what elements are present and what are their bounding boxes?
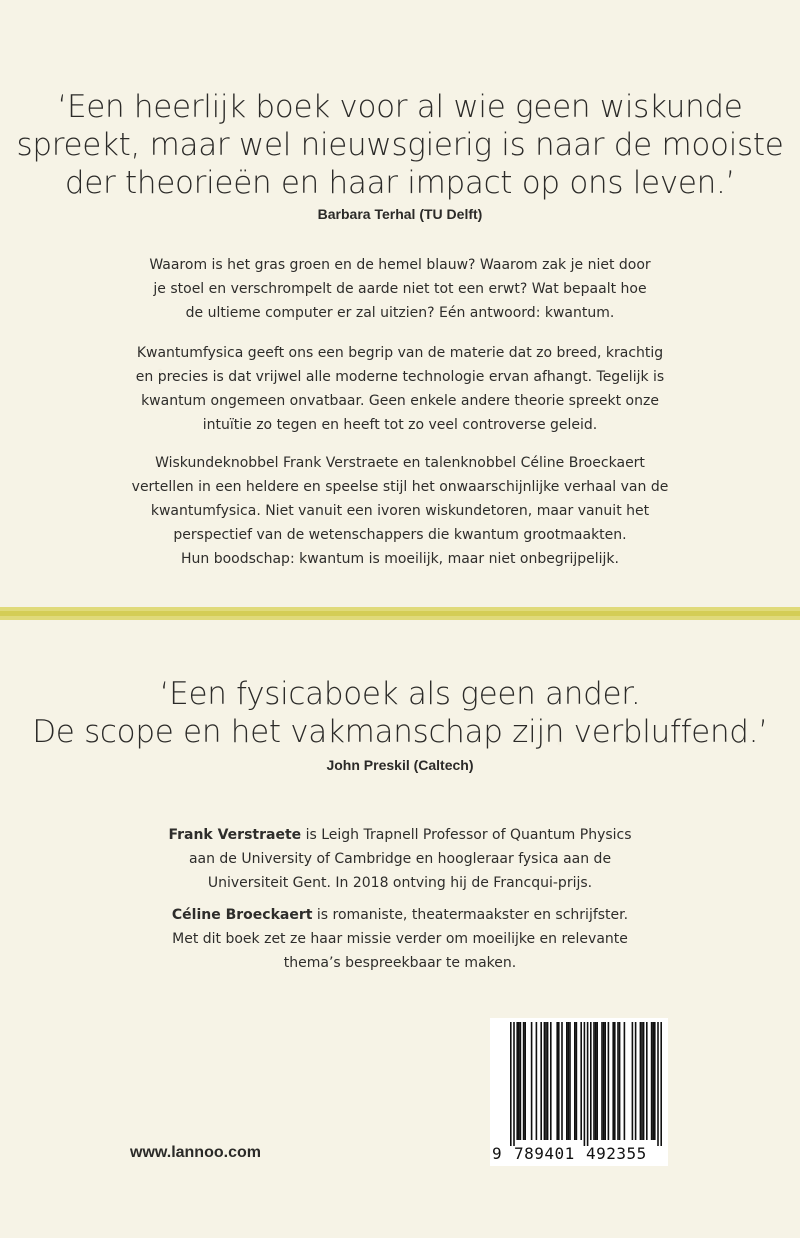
- blurb-line: intuïtie zo tegen en heeft tot zo veel controverse geleid.: [202, 417, 598, 433]
- barcode-bar: [550, 1022, 552, 1140]
- barcode-bar: [643, 1022, 645, 1140]
- author-bio-line: aan de University of Cambridge en hoogleraar fysica aan de: [188, 851, 612, 867]
- barcode-bar: [646, 1022, 648, 1140]
- barcode-bar: [544, 1022, 546, 1140]
- isbn-barcode: [490, 1018, 668, 1166]
- quote-line: ‘Een fysicaboek als geen ander.: [159, 676, 641, 712]
- barcode-bar: [574, 1022, 576, 1140]
- barcode-bar: [624, 1022, 626, 1140]
- blurb-line: je stoel en verschrompelt de aarde niet tot een erwt? Wat bepaalt hoe: [153, 281, 647, 297]
- barcode-bar: [518, 1022, 520, 1140]
- blurb-line: vertellen in een heldere en speelse stijl het onwaarschijnlijke verhaal van de: [131, 479, 669, 495]
- author-bio-line: Universiteit Gent. In 2018 ontving hij de Francqui-prijs.: [207, 875, 593, 891]
- barcode-bars: [490, 1018, 668, 1146]
- barcode-bar: [545, 1022, 547, 1140]
- blurb-paragraph-3: [100, 451, 700, 571]
- blurb-line: Kwantumfysica geeft ons een begrip van de materie dat zo breed, krachtig: [136, 345, 664, 361]
- barcode-bar: [635, 1022, 637, 1140]
- barcode-bar: [651, 1022, 653, 1140]
- barcode-bar: [536, 1022, 538, 1140]
- barcode-bar: [614, 1022, 616, 1140]
- barcode-bar: [558, 1022, 560, 1140]
- blurb-paragraph-2: [100, 341, 700, 437]
- author-bio-line: thema’s bespreekbaar te maken.: [283, 955, 517, 971]
- barcode-bar: [641, 1022, 643, 1140]
- barcode-bar: [524, 1022, 526, 1140]
- barcode-bar: [520, 1022, 522, 1140]
- barcode-bar: [523, 1022, 525, 1140]
- barcode-bar: [654, 1022, 656, 1140]
- barcode-left-group: 789401: [514, 1144, 575, 1163]
- barcode-bar: [604, 1022, 606, 1140]
- barcode-bar: [540, 1022, 542, 1140]
- barcode-bar: [617, 1022, 619, 1140]
- barcode-bar: [608, 1022, 610, 1140]
- barcode-bar: [580, 1022, 582, 1140]
- barcode-bar: [510, 1022, 512, 1146]
- barcode-bar: [612, 1022, 614, 1140]
- barcode-bar: [632, 1022, 634, 1140]
- blurb-line: Hun boodschap: kwantum is moeilijk, maar niet onbegrijpelijk.: [180, 551, 619, 567]
- barcode-bar: [547, 1022, 549, 1140]
- blurb-line: en precies is dat vrijwel alle moderne technologie ervan afhangt. Tegelijk is: [135, 369, 665, 385]
- quote-preskil: [0, 675, 800, 751]
- barcode-bar: [603, 1022, 605, 1140]
- author-bio-text: is Leigh Trapnell Professor of Quantum Physics: [301, 827, 632, 843]
- quote-line: ‘Een heerlijk boek voor al wie geen wiskunde: [57, 89, 743, 125]
- barcode-bar: [601, 1022, 603, 1140]
- barcode-bar: [513, 1022, 515, 1146]
- quote-line: De scope en het vakmanschap zijn verbluffend.’: [32, 714, 768, 750]
- barcode-first-digit: 9: [492, 1144, 502, 1163]
- barcode-bar: [566, 1022, 568, 1140]
- author-name-frank: Frank Verstraete: [168, 827, 302, 843]
- barcode-bar: [590, 1022, 592, 1140]
- barcode-bar: [652, 1022, 654, 1140]
- barcode-bar: [556, 1022, 558, 1140]
- barcode-bar: [584, 1022, 586, 1146]
- barcode-bar: [569, 1022, 571, 1140]
- blurb-line: Waarom is het gras groen en de hemel blauw? Waarom zak je niet door: [149, 257, 651, 273]
- author-bio-line: [100, 903, 700, 927]
- barcode-bar: [593, 1022, 595, 1140]
- barcode-bar: [587, 1022, 589, 1146]
- blurb-line: perspectief van de wetenschappers die kwantum grootmaakten.: [173, 527, 627, 543]
- author-bio-frank: [100, 823, 700, 895]
- quote-line: der theorieën en haar impact op ons leven.’: [64, 165, 736, 201]
- barcode-bar: [640, 1022, 642, 1140]
- quote-terhal: [0, 88, 800, 202]
- barcode-bar: [596, 1022, 598, 1140]
- blurb-line: kwantum ongemeen onvatbaar. Geen enkele andere theorie spreekt onze: [141, 393, 659, 409]
- barcode-bar: [576, 1022, 578, 1140]
- blurb-line: Wiskundeknobbel Frank Verstraete en talenknobbel Céline Broeckaert: [155, 455, 645, 471]
- barcode-bar: [516, 1022, 518, 1140]
- barcode-bar: [531, 1022, 533, 1140]
- author-bio-text: is romaniste, theatermaakster en schrijfster.: [312, 907, 629, 923]
- barcode-bar: [660, 1022, 662, 1146]
- divider-stripe: [0, 611, 800, 616]
- blurb-line: kwantumfysica. Niet vanuit een ivoren wiskundetoren, maar vanuit het: [150, 503, 650, 519]
- blurb-paragraph-1: [100, 253, 700, 325]
- quote-line: spreekt, maar wel nieuwsgierig is naar de mooiste: [16, 127, 784, 163]
- author-bio-line: [100, 823, 700, 847]
- quote-attribution-preskil: John Preskil (Caltech): [326, 757, 474, 773]
- barcode-bar: [568, 1022, 570, 1140]
- author-name-celine: Céline Broeckaert: [171, 907, 313, 923]
- publisher-url[interactable]: www.lannoo.com: [130, 1144, 261, 1161]
- barcode-bar: [619, 1022, 621, 1140]
- author-bio-celine: [100, 903, 700, 975]
- author-bio-line: Met dit boek zet ze haar missie verder om moeilijke en relevante: [172, 931, 628, 947]
- quote-attribution-terhal: Barbara Terhal (TU Delft): [317, 206, 483, 222]
- barcode-right-group: 492355: [586, 1144, 647, 1163]
- blurb-line: de ultieme computer er zal uitzien? Eén antwoord: kwantum.: [185, 305, 615, 321]
- barcode-bar: [657, 1022, 659, 1146]
- barcode-bar: [595, 1022, 597, 1140]
- barcode-bar: [561, 1022, 563, 1140]
